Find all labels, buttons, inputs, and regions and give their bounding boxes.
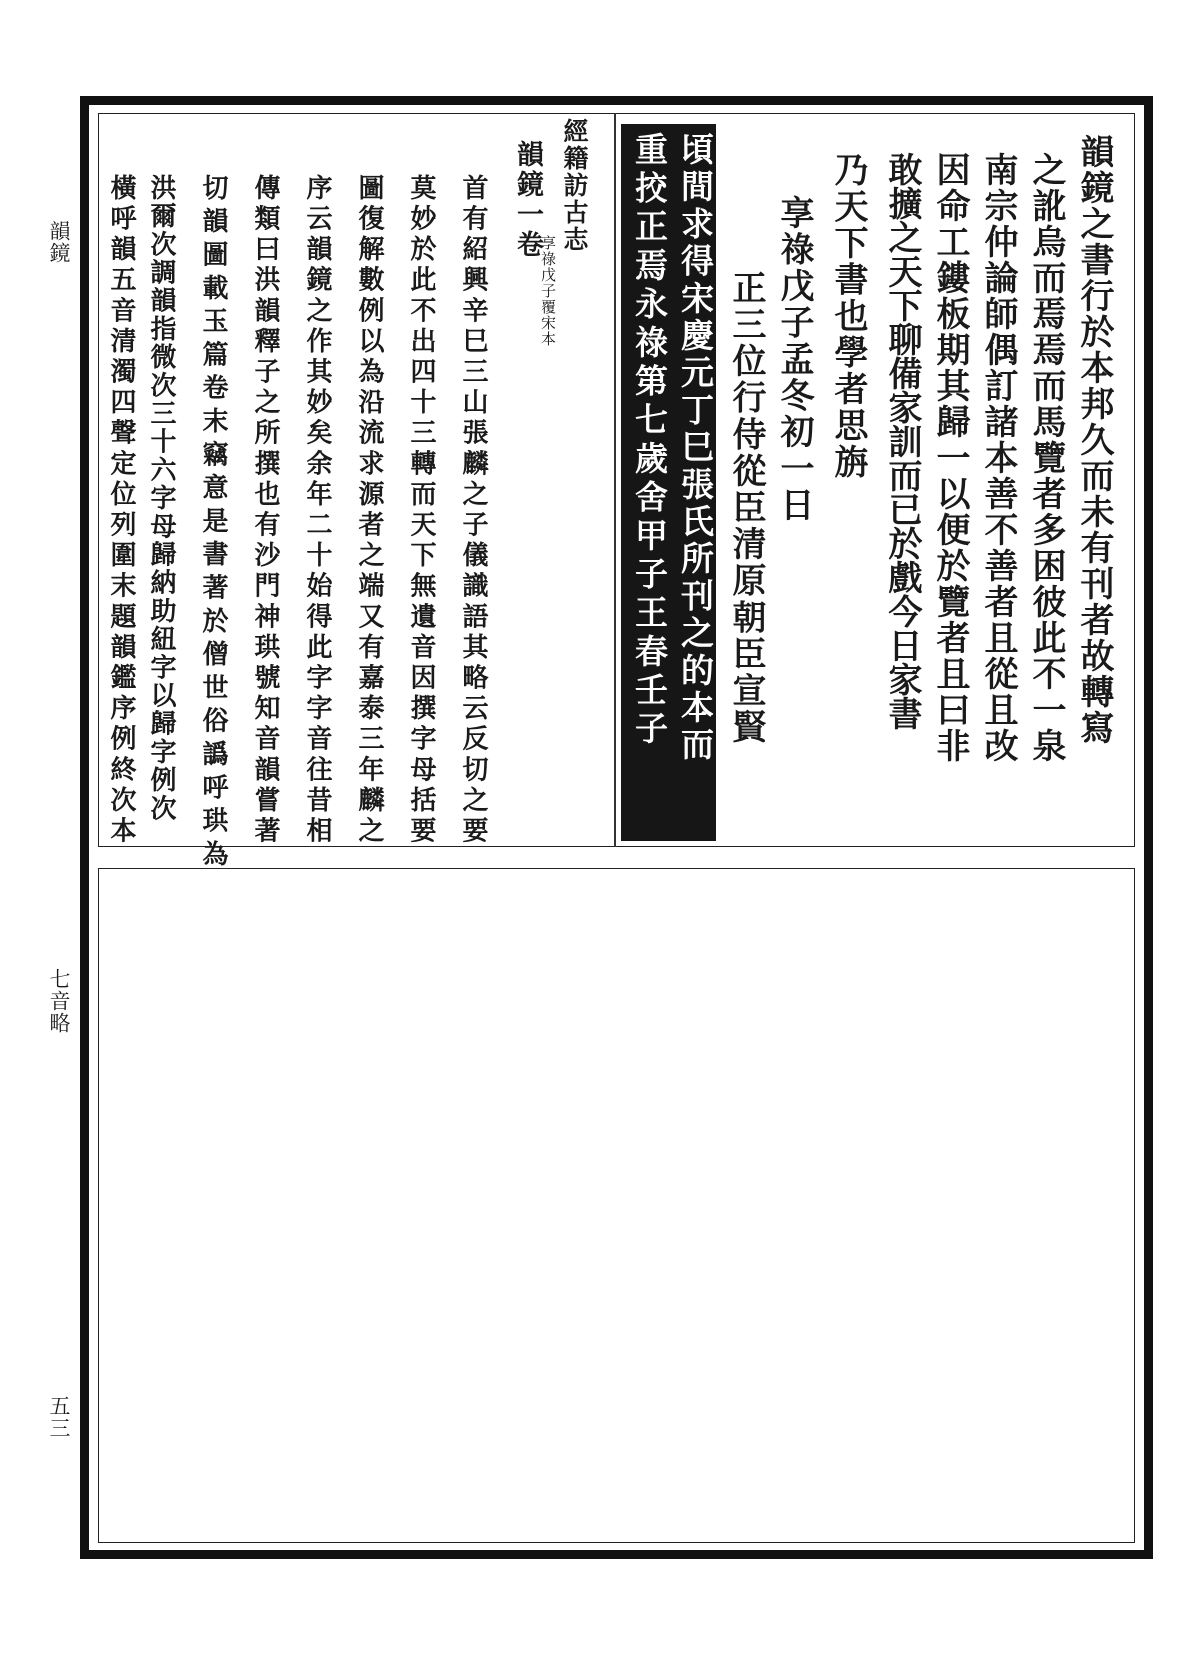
margin-section-title: 七音略 (47, 968, 71, 1034)
preface-column: 乃天下書也學者思旃 (828, 152, 868, 481)
text-column: 首有紹興辛巳三山張麟之子儀識語其略云反切之要 (458, 174, 488, 848)
preface-column: 南宗仲論師偶訂諸本善不善者且從且改 (978, 152, 1018, 764)
preface-column: 之訛烏而焉焉而馬覽者多困彼此不一泉 (1026, 152, 1066, 764)
banner-column: 頃間求得宋慶元丁巳張氏所刊之的本而 (676, 132, 715, 765)
text-column: 傳類曰洪韻釋子之所撰也有沙門神珙號知音韻嘗著 (250, 174, 280, 848)
colophon-signature: 正三位行侍從臣清原朝臣宣賢 (726, 270, 766, 746)
text-column: 切韻圖載玉篇卷末竊意是書著於僧世俗譌呼珙為 (198, 174, 228, 874)
text-column: 序云韻鏡之作其妙矣余年二十始得此字字音往昔相 (302, 174, 332, 848)
entry-note: 享祿戊子覆宋本 (539, 235, 557, 347)
margin-page-number: 五三 (47, 1395, 71, 1439)
text-column: 莫妙於此不出四十三轉而天下無遺音因撰字母括要 (406, 174, 436, 848)
text-column: 橫呼韻五音清濁四聲定位列圍末題韻鑑序例終次本 (106, 174, 136, 848)
book-heading: 經籍訪古志 (560, 118, 589, 253)
bottom-panel (98, 868, 1135, 1543)
entry-title: 韻鏡一卷 (512, 140, 543, 260)
preface-column: 因命工鏤板期其歸一以便於覽者且曰非 (930, 152, 970, 764)
preface-column: 敢擴之天下聊備家訓而已於戲今日家書 (882, 152, 922, 730)
text-column: 洪爾次調韻指微次三十六字母歸納助紐字以歸字例次 (146, 174, 176, 823)
text-column: 圖復解數例以為沿流求源者之端又有嘉泰三年麟之 (354, 174, 384, 848)
preface-column: 韻鏡之書行於本邦久而未有刊者故轉寫 (1074, 134, 1114, 746)
margin-book-title: 韻鏡 (47, 220, 71, 264)
colophon-date: 享祿戊子孟冬初一日 (774, 195, 814, 524)
banner-column: 重挍正焉永祿第七歲舍甲子王春壬子 (630, 132, 669, 750)
panel-divider (614, 113, 616, 847)
